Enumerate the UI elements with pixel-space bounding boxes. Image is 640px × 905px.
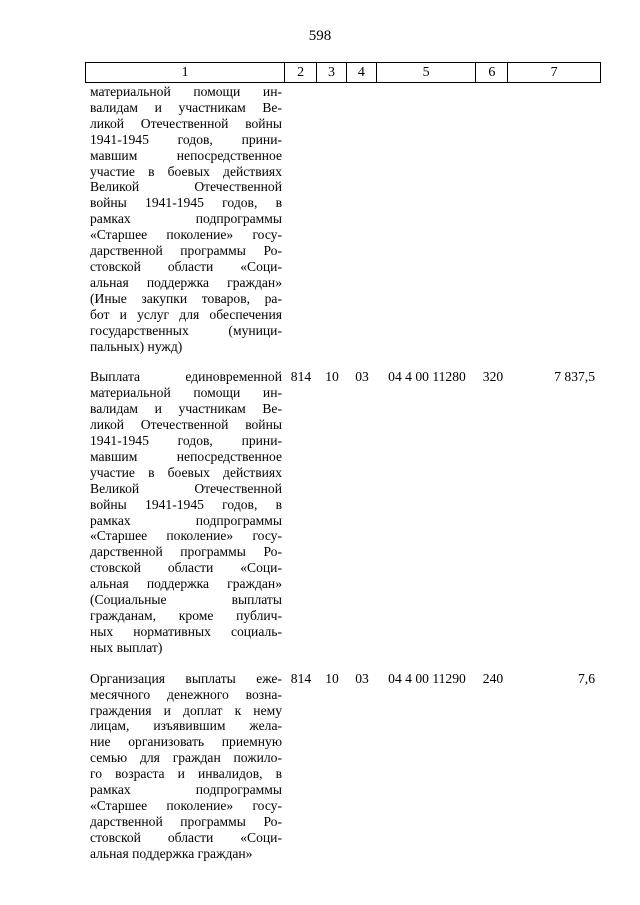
description-line: бот и услуг для обеспечения <box>90 306 282 322</box>
page-number: 598 <box>308 28 332 44</box>
description-line: государственных (муници- <box>90 322 282 338</box>
row-col-6: 240 <box>482 670 504 686</box>
description-line: лицам, изъявившим жела- <box>90 718 282 734</box>
row-col-5: 04 4 00 11280 <box>388 369 466 385</box>
description-line: Организация выплаты еже- <box>90 670 282 686</box>
description-line: «Старшее поколение» госу- <box>90 528 282 544</box>
description-line: пальных) нужд) <box>90 338 183 354</box>
description-line: стовской области «Соци- <box>90 258 282 274</box>
description-line: «Старшее поколение» госу- <box>90 797 282 813</box>
description-line: ных выплат) <box>90 639 163 655</box>
table-row <box>85 671 601 862</box>
row-col-6 <box>477 84 509 354</box>
description-line: 1941-1945 годов, прини- <box>90 433 282 449</box>
row-col-7: 7,6 <box>578 670 595 686</box>
description-line: альная поддержка граждан» <box>90 845 253 861</box>
row-col-4 <box>347 84 377 354</box>
description-line: дарственной программы Ро- <box>90 544 282 560</box>
header-col-2: 2 <box>285 63 317 82</box>
description-line: материальной помощи ин- <box>90 84 282 99</box>
description-line: стовской области «Соци- <box>90 829 282 845</box>
description-line: Выплата единовременной <box>90 369 282 385</box>
description-line: Великой Отечественной <box>90 480 282 496</box>
table-row <box>85 369 601 655</box>
description-line: Великой Отечественной <box>90 179 282 195</box>
description-line: семью для граждан пожило- <box>90 750 282 766</box>
description-line: ликой Отечественной войны <box>90 417 282 433</box>
row-col-3: 10 <box>325 369 339 385</box>
header-col-3: 3 <box>317 63 347 82</box>
header-col-4: 4 <box>347 63 377 82</box>
header-col-1: 1 <box>86 63 285 82</box>
row-col-3: 10 <box>325 670 339 686</box>
description-line: войны 1941-1945 годов, в <box>90 195 282 211</box>
description-line: рамках подпрограммы <box>90 512 282 528</box>
row-col-7 <box>509 84 601 354</box>
description-line: альная поддержка граждан» <box>90 274 282 290</box>
description-line: дарственной программы Ро- <box>90 813 282 829</box>
description-line: мавшим непосредственное <box>90 147 282 163</box>
description-line: мавшим непосредственное <box>90 448 282 464</box>
row-col-2 <box>285 84 317 354</box>
description-line: валидам и участникам Ве- <box>90 99 282 115</box>
row-col-3 <box>317 84 347 354</box>
row-description <box>85 84 285 354</box>
description-line: участие в боевых действиях <box>90 464 282 480</box>
header-col-7: 7 <box>550 65 558 80</box>
description-line: ние организовать приемную <box>90 734 282 750</box>
description-line: го возраста и инвалидов, в <box>90 766 282 782</box>
row-description <box>85 671 285 862</box>
table-header <box>85 62 601 83</box>
description-line: материальной помощи ин- <box>90 385 282 401</box>
row-description <box>85 369 285 655</box>
row-col-4: 03 <box>355 670 369 686</box>
description-line: 1941-1945 годов, прини- <box>90 131 282 147</box>
row-col-5: 04 4 00 11290 <box>388 670 466 686</box>
description-line: стовской области «Соци- <box>90 560 282 576</box>
table-body <box>85 84 601 877</box>
row-col-7: 7 837,5 <box>554 369 595 385</box>
description-line: гражданам, кроме публич- <box>90 608 282 623</box>
row-col-2: 814 <box>290 369 312 385</box>
row-col-5 <box>377 84 477 354</box>
description-line: дарственной программы Ро- <box>90 243 282 259</box>
description-line: участие в боевых действиях <box>90 163 282 179</box>
row-col-2: 814 <box>290 670 312 686</box>
description-line: ных нормативных социаль- <box>90 623 282 639</box>
table-row <box>85 84 601 354</box>
description-line: войны 1941-1945 годов, в <box>90 496 282 512</box>
description-line: рамках подпрограммы <box>90 211 282 227</box>
description-line: (Социальные выплаты <box>90 592 282 608</box>
description-line: (Иные закупки товаров, ра- <box>90 290 282 306</box>
header-col-5: 5 <box>377 63 477 82</box>
description-line: валидам и участникам Ве- <box>90 401 282 417</box>
description-line: граждения и доплат к нему <box>90 702 282 718</box>
description-line: рамках подпрограммы <box>90 782 282 798</box>
description-line: ликой Отечественной войны <box>90 115 282 131</box>
description-line: «Старшее поколение» госу- <box>90 227 282 243</box>
description-line: месячного денежного возна- <box>90 686 282 702</box>
row-col-4: 03 <box>355 369 369 385</box>
row-col-6: 320 <box>482 369 504 385</box>
description-line: альная поддержка граждан» <box>90 576 282 592</box>
header-col-6: 6 <box>476 63 508 82</box>
